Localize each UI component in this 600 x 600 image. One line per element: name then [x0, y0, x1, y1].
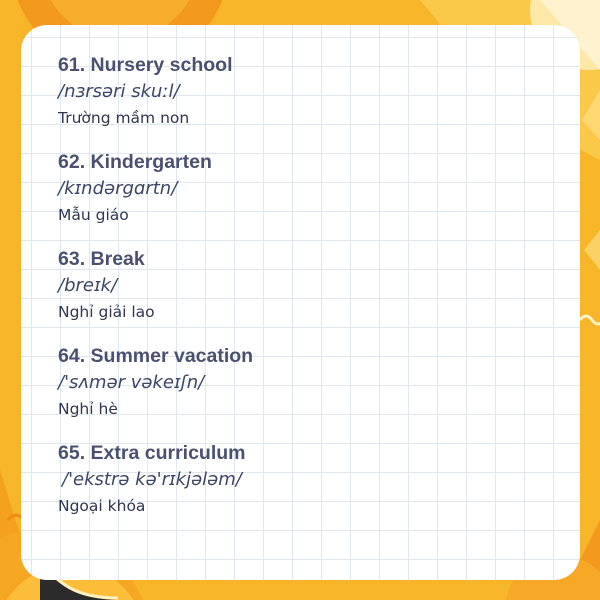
vocabulary-entry-65: [58, 440, 560, 518]
entry-meaning: Nghỉ hè: [58, 400, 118, 418]
vocabulary-entry-63: [58, 246, 560, 324]
vocabulary-entry-62: [58, 149, 560, 227]
vocabulary-entry-61: [58, 52, 560, 130]
entry-title: 61. Nursery school: [58, 54, 233, 76]
entry-title: 65. Extra curriculum: [58, 442, 246, 464]
entry-title: 64. Summer vacation: [58, 345, 254, 367]
vocabulary-card: [21, 25, 580, 580]
vocabulary-entry-64: [58, 343, 560, 421]
vocabulary-list: [58, 52, 560, 537]
entry-meaning: Ngoại khóa: [58, 497, 146, 515]
entry-meaning: Trường mầm non: [58, 109, 190, 127]
entry-title: 63. Break: [58, 248, 145, 270]
entry-pronunciation: /'sʌmər vəkeɪʃn/: [58, 372, 205, 393]
entry-pronunciation: /breɪk/: [58, 275, 118, 296]
entry-meaning: Mẫu giáo: [58, 206, 129, 224]
entry-pronunciation: /'ekstrə kə'rɪkjələm/: [62, 469, 242, 490]
entry-pronunciation: /nɜrsəri skuːl/: [58, 81, 180, 102]
entry-title: 62. Kindergarten: [58, 151, 212, 173]
entry-pronunciation: /kɪndərgɑrtn/: [58, 178, 178, 199]
entry-meaning: Nghỉ giải lao: [58, 303, 155, 321]
